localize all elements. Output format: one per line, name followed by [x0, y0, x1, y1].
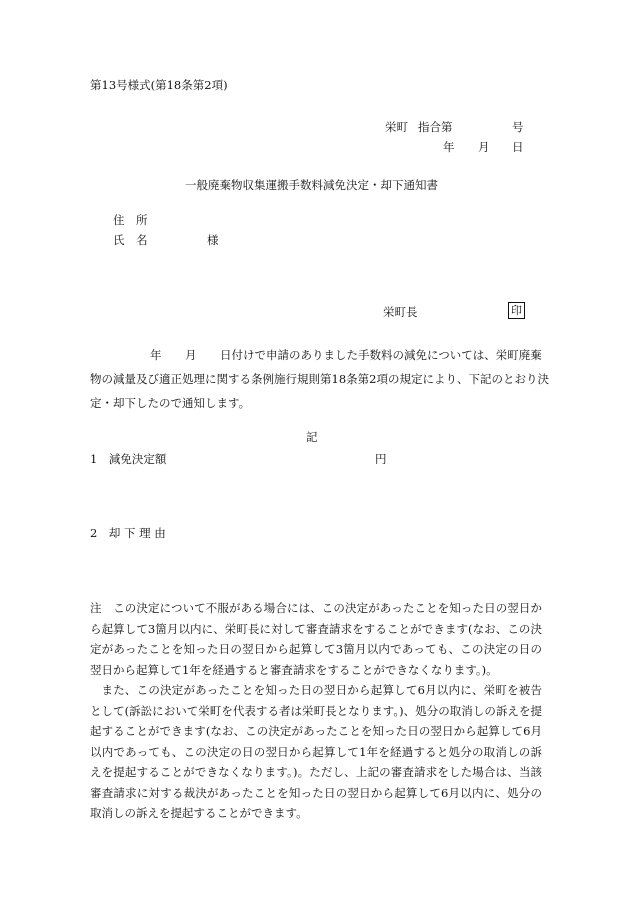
body-line-1: 日付けで申請のありました手数料の減免については、栄町廃棄 — [220, 348, 542, 362]
date-day: 日 — [512, 140, 524, 154]
number-suffix: 号 — [512, 120, 524, 134]
body-year: 年 — [150, 348, 162, 362]
document-title: 一般廃棄物収集運搬手数料減免決定・却下通知書 — [185, 178, 438, 192]
name-label: 氏 名 — [113, 233, 148, 247]
form-title: 第13号様式(第18条第2項) — [90, 78, 228, 92]
body-month: 月 — [185, 348, 197, 362]
ki-heading: 記 — [306, 430, 318, 444]
seal-mark: 印 — [508, 302, 525, 319]
note-paragraph-1: 注 この決定について不服がある場合には、この決定があったことを知った日の翌日から起算して3箇月以内に、栄町長に対して審査請求をすることができます(なお、この決定があったことを知った日の翌日から起算して3箇月以内であっても、この決定の日の翌日から起算して1年を経過すると審査請求をすることができなくなります。)。 — [90, 601, 542, 677]
item-2-label: 2 却 下 理 由 — [90, 526, 166, 540]
item-1-label: 1 減免決定額 — [90, 452, 167, 466]
note-paragraph-2: また、この決定があったことを知った日の翌日から起算して6月以内に、栄町を被告として(訴訟において栄町を代表する者は栄町長となります。)、処分の取消しの訴えを提起することができます(なお、この決定があったことを知った日の翌日から起算して6月以内であっても、この決定の日の翌日から起算して1年を経過すると処分の取消しの訴えを提起することができなくなります。)。ただし、上記の審査請求をした場合は、当該審査請求に対する裁決があったことを知った日の翌日から起算して6月以内に、処分の取消しの訴えを提起することができます。 — [90, 683, 542, 820]
address-label: 住 所 — [113, 213, 148, 227]
issuing-office: 栄町 — [385, 120, 408, 134]
item-1-unit: 円 — [375, 452, 387, 466]
directive-label: 指合第 — [418, 120, 453, 134]
date-month: 月 — [478, 140, 490, 154]
date-year: 年 — [443, 140, 455, 154]
issuer-title: 栄町長 — [383, 305, 418, 319]
body-line-2: 物の減量及び適正処理に関する条例施行規則第18条第2項の規定により、下記のとおり決 — [90, 372, 549, 386]
honorific: 様 — [207, 233, 219, 247]
body-line-3: 定・却下したので通知します。 — [90, 396, 251, 410]
